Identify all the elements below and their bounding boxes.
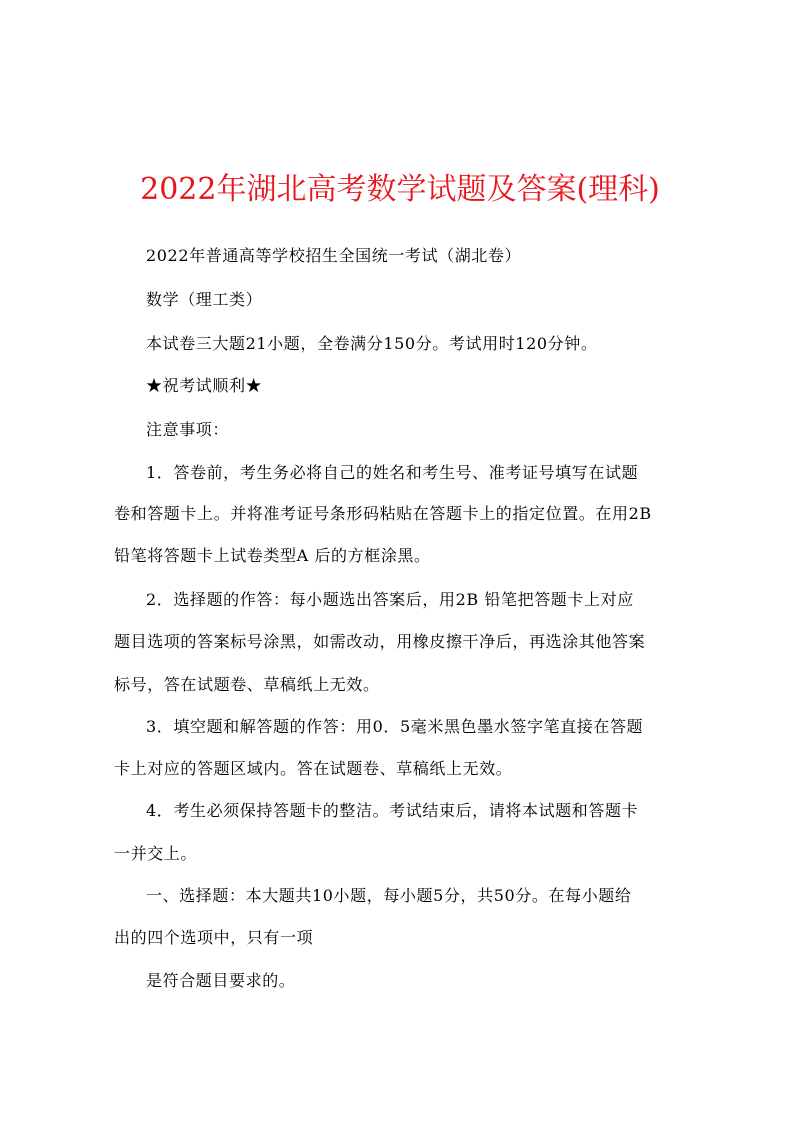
notice-item-2-line-2: 题目选项的答案标号涂黑，如需改动，用橡皮擦干净后，再选涂其他答案 bbox=[114, 632, 646, 651]
notice-item-2-line-1: 2．选择题的作答：每小题选出答案后，用2B 铅笔把答题卡上对应 bbox=[146, 590, 634, 609]
section-one-line-2: 出的四个选项中，只有一项 bbox=[114, 928, 314, 947]
notice-item-1-line-2: 卷和答题卡上。并将准考证号条形码粘贴在答题卡上的指定位置。在用2B bbox=[114, 504, 652, 523]
exam-info-line: 本试卷三大题21小题，全卷满分150分。考试用时120分钟。 bbox=[146, 334, 598, 353]
notice-heading: 注意事项： bbox=[146, 420, 230, 439]
notice-item-1-line-3: 铅笔将答题卡上试卷类型A 后的方框涂黑。 bbox=[114, 546, 431, 565]
notice-item-1-line-1: 1．答卷前，考生务必将自己的姓名和考生号、准考证号填写在试题 bbox=[146, 463, 639, 482]
notice-item-4-line-2: 一并交上。 bbox=[114, 844, 198, 863]
document-title: 2022年湖北高考数学试题及答案(理科) bbox=[140, 172, 660, 207]
exam-name-line: 2022年普通高等学校招生全国统一考试（湖北卷） bbox=[146, 246, 522, 265]
notice-item-3-line-1: 3．填空题和解答题的作答：用0．5毫米黑色墨水签字笔直接在答题 bbox=[146, 717, 644, 736]
section-one-line-3: 是符合题目要求的。 bbox=[146, 971, 296, 990]
subject-line: 数学（理工类） bbox=[146, 290, 263, 309]
notice-item-2-line-3: 标号，答在试题卷、草稿纸上无效。 bbox=[114, 675, 380, 694]
notice-item-4-line-1: 4．考生必须保持答题卡的整洁。考试结束后，请将本试题和答题卡 bbox=[146, 801, 639, 820]
good-luck-line: ★祝考试顺利★ bbox=[146, 376, 263, 395]
notice-item-3-line-2: 卡上对应的答题区域内。答在试题卷、草稿纸上无效。 bbox=[114, 759, 513, 778]
section-one-line-1: 一、选择题：本大题共10小题，每小题5分，共50分。在每小题给 bbox=[146, 886, 632, 905]
